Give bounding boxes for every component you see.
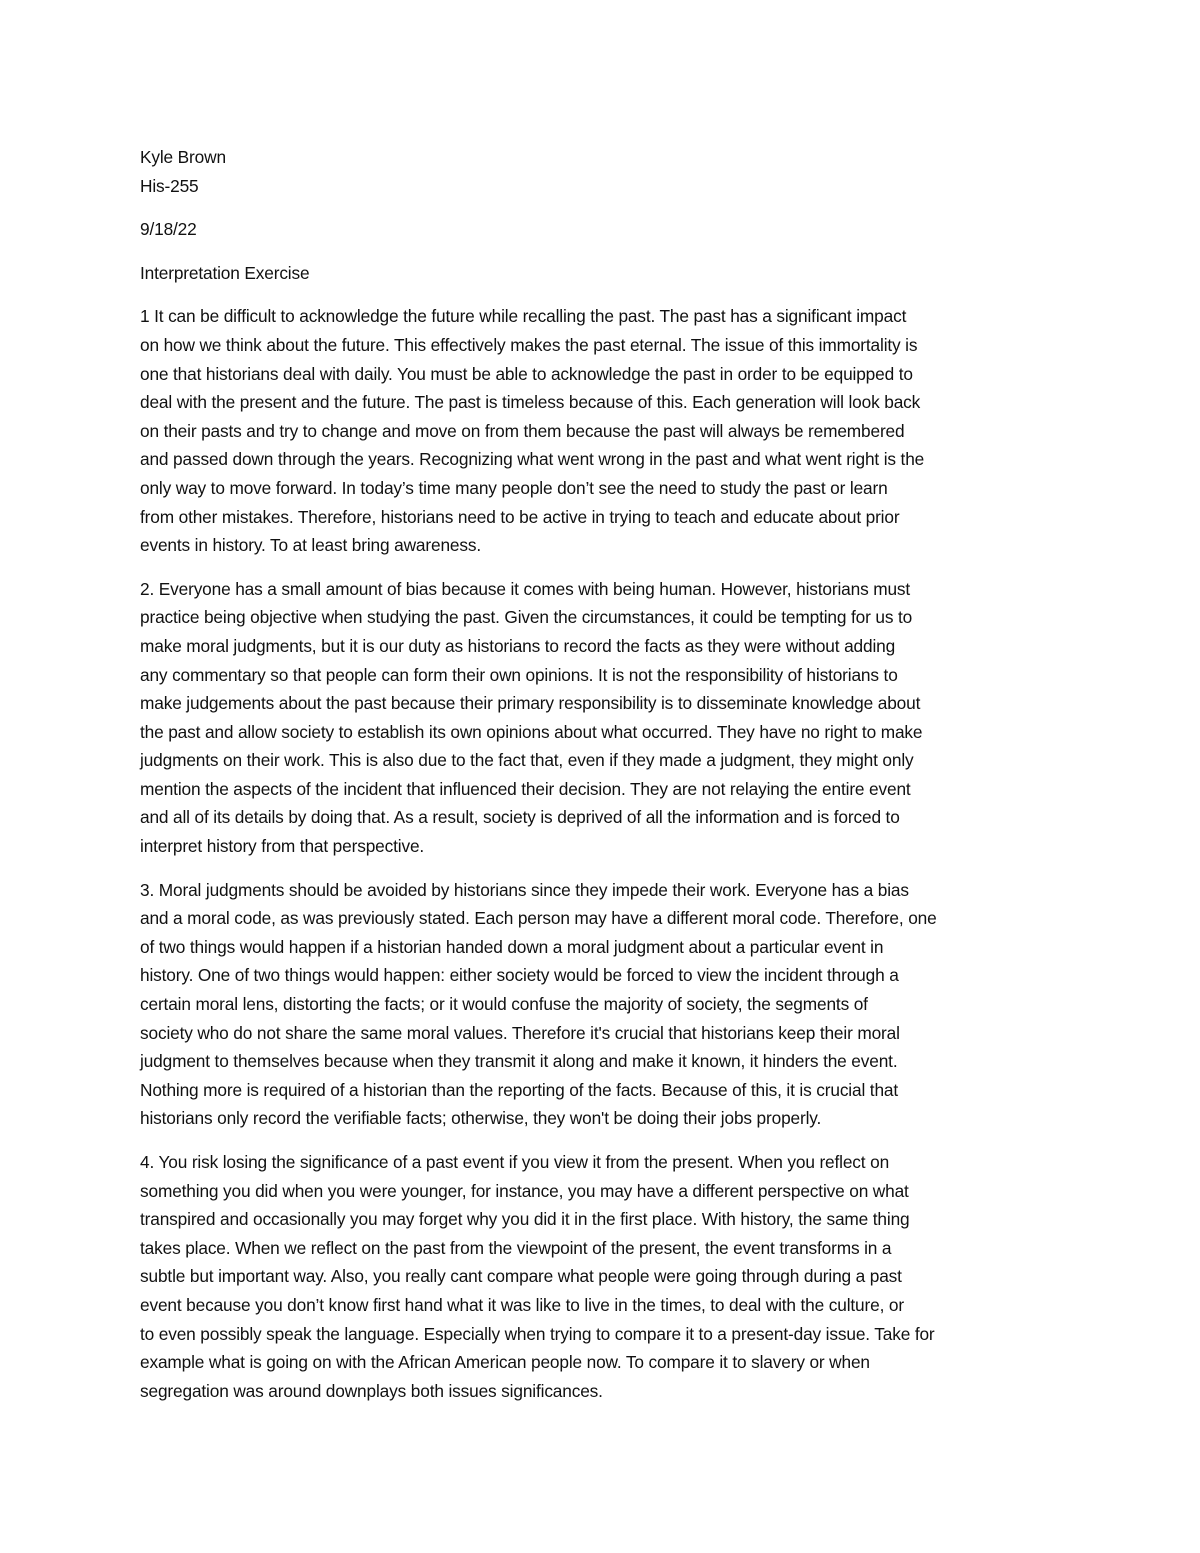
title-text: Interpretation Exercise — [140, 262, 310, 283]
paragraph-line: one that historians deal with daily. You must be able to acknowledge the past in order to be equipped to — [140, 363, 913, 384]
paragraph-line: the past and allow society to establish its own opinions about what occurred. They have no right to make — [140, 721, 923, 742]
document-page — [140, 143, 1070, 1420]
paragraph-line: on their pasts and try to change and move on from them because the past will always be remembered — [140, 420, 905, 441]
paragraph-line: and all of its details by doing that. As a result, society is deprived of all the information and is forced to — [140, 807, 900, 828]
paragraph-line: society who do not share the same moral values. Therefore it's crucial that historians keep their moral — [140, 1022, 900, 1043]
paragraph-line: mention the aspects of the incident that influenced their decision. They are not relaying the entire event — [140, 778, 911, 799]
paragraph-line: interpret history from that perspective. — [140, 836, 425, 857]
paragraph-1 — [140, 302, 1070, 559]
paragraph-line: historians only record the verifiable facts; otherwise, they won't be doing their jobs properly. — [140, 1108, 822, 1129]
paragraph-4 — [140, 1148, 1070, 1405]
course-code-text: His-255 — [140, 175, 199, 196]
paragraph-line: to even possibly speak the language. Especially when trying to compare it to a present-day issue. Take for — [140, 1323, 935, 1344]
author-name-text: Kyle Brown — [140, 147, 226, 167]
paragraph-line: Nothing more is required of a historian than the reporting of the facts. Because of this, it is crucial that — [140, 1079, 899, 1100]
paragraph-line: only way to move forward. In today’s time many people don’t see the need to study the past or learn — [140, 477, 888, 498]
course-code — [140, 172, 1070, 201]
date-text: 9/18/22 — [140, 219, 197, 240]
paragraph-line: certain moral lens, distorting the facts; or it would confuse the majority of society, the segments of — [140, 994, 868, 1015]
document-date — [140, 215, 1070, 244]
author-name — [140, 143, 1070, 172]
paragraph-line: takes place. When we reflect on the past from the viewpoint of the present, the event transforms in a — [140, 1237, 892, 1258]
paragraph-line: 4. You risk losing the significance of a past event if you view it from the present. When you reflect on — [140, 1152, 890, 1172]
paragraph-line: and passed down through the years. Recognizing what went wrong in the past and what went right is the — [140, 449, 925, 470]
paragraph-line: make moral judgments, but it is our duty as historians to record the facts as they were without adding — [140, 635, 896, 656]
paragraph-line: segregation was around downplays both issues significances. — [140, 1380, 603, 1401]
paragraph-line: deal with the present and the future. The past is timeless because of this. Each generation will look back — [140, 392, 921, 413]
paragraph-line: from other mistakes. Therefore, historians need to be active in trying to teach and educate about prior — [140, 506, 900, 527]
paragraph-line: any commentary so that people can form their own opinions. It is not the responsibility of historians to — [140, 664, 898, 685]
paragraph-line: on how we think about the future. This effectively makes the past eternal. The issue of this immortality is — [140, 334, 918, 355]
paragraph-line: transpired and occasionally you may forget why you did it in the first place. With history, the same thing — [140, 1209, 910, 1230]
paragraph-line: 3. Moral judgments should be avoided by historians since they impede their work. Everyone has a bias — [140, 879, 909, 900]
paragraph-line: history. One of two things would happen: either society would be forced to view the incident through a — [140, 965, 899, 986]
paragraph-line: judgments on their work. This is also due to the fact that, even if they made a judgment, they might only — [140, 750, 914, 771]
paragraph-line: judgment to themselves because when they transmit it along and make it known, it hinders the event. — [140, 1051, 898, 1072]
paragraph-line: of two things would happen if a historian handed down a moral judgment about a particular event in — [140, 936, 884, 957]
paragraph-line: practice being objective when studying the past. Given the circumstances, it could be tempting for us to — [140, 607, 913, 628]
paragraph-line: subtle but important way. Also, you really cant compare what people were going through during a past — [140, 1266, 902, 1287]
paragraph-3 — [140, 876, 1070, 1133]
document-body — [140, 302, 1070, 1405]
paragraph-line: example what is going on with the African American people now. To compare it to slavery or when — [140, 1352, 870, 1373]
paragraph-line: something you did when you were younger, for instance, you may have a different perspective on what — [140, 1180, 909, 1201]
paragraph-2 — [140, 575, 1070, 861]
paragraph-line: make judgements about the past because their primary responsibility is to disseminate knowledge about — [140, 693, 921, 714]
paragraph-line: events in history. To at least bring awareness. — [140, 535, 481, 556]
paragraph-line: event because you don’t know first hand what it was like to live in the times, to deal with the culture, or — [140, 1294, 904, 1315]
paragraph-line: and a moral code, as was previously stated. Each person may have a different moral code. Therefore, one — [140, 908, 937, 929]
paragraph-line: 1 It can be difficult to acknowledge the future while recalling the past. The past has a significant impact — [140, 306, 907, 327]
document-title — [140, 259, 1070, 288]
paragraph-line: 2. Everyone has a small amount of bias because it comes with being human. However, historians must — [140, 578, 911, 599]
